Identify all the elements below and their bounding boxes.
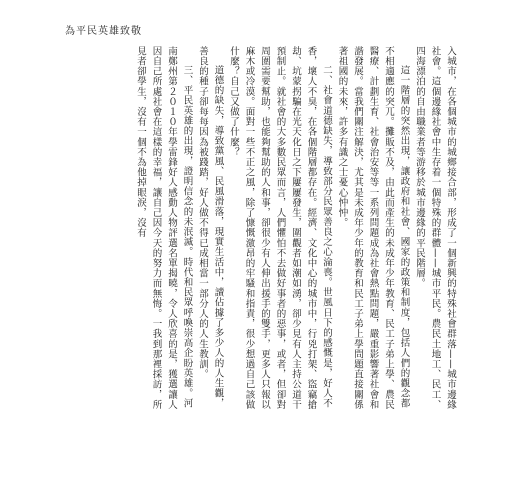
running-header: 為平民英雄致敬 [65, 26, 142, 37]
paragraph: 三、平民英雄的出現，證明信念的未泯滅。時代和民眾呼喚崇高企盼英雄。河南鄭州第２０１０年學雷鋒好人感動人物評選名單揭曉，令人欣喜的是，獲選讓人因自己所處社會在這樣的幸福，讓自己因今天的努力而無悔。一我到那裡採訪，所見者卻學生，沒有一個不為他掉眼淚，沒有 [135, 46, 193, 410]
paragraph: 道德的缺失，導致黨風、民風滑落，現實生活中，讀佔據了多少人的人生觀，善良的種子卻每每因為被踐踏，好人做不得已成相當一部分人的人生教訓。 [197, 46, 224, 409]
paragraph: 入城市，在各個城市的城鄉接合部，形成了一個新興的特殊社會群落——城市邊緣社會。這個邊緣社會中生存着一個特殊的群體——城市平民。農民土地工、民工、四海漂泊的自由職業者等游移於城市邊緣的平民階層。 [414, 46, 456, 410]
paragraph: 這一階層的突然出現，讓政府和社會、國家的政策和制度，包括人們的觀念都不相適應的突兀。攤販不及，由此而產生的未成年少年教育、民工子弟上學、農民醫療、計劃生育、社會治安等等一系列問題成為社會熱點問題，嚴重影響著社會和諧發展。當我們關注解決，尤其是未成年少年的教育和民工子弟上學問題直接關係著祖國的未來，許多有識之士憂心忡忡。 [336, 46, 410, 410]
paragraph: 二、社會道德缺失，導致部分民眾善良之心淪喪。世風日下的感慨是，好人不香，壞人不臭，在各個階層都存在。經濟、文化中心的城市中，行兇打架、盜竊搶劫、坑蒙拐騙在光天化日之下屢屢發生，圍觀者如潮如湧，卻少見有人主持公道干預制止。就社會的大多數民眾而言，人們懼怕不去做好事者的惡事，或者，但卻對周圍需要幫助，也能夠幫助的人和事，卻很少有人伸出援手的雙手，更多人只報以麻木或冷漠。面對一些不正之風，除了慷慨激昂的牢騷和指責，很少想過自己該做什麼？自己又做了什麼？ [228, 46, 332, 410]
vertical-text-body [135, 46, 458, 418]
